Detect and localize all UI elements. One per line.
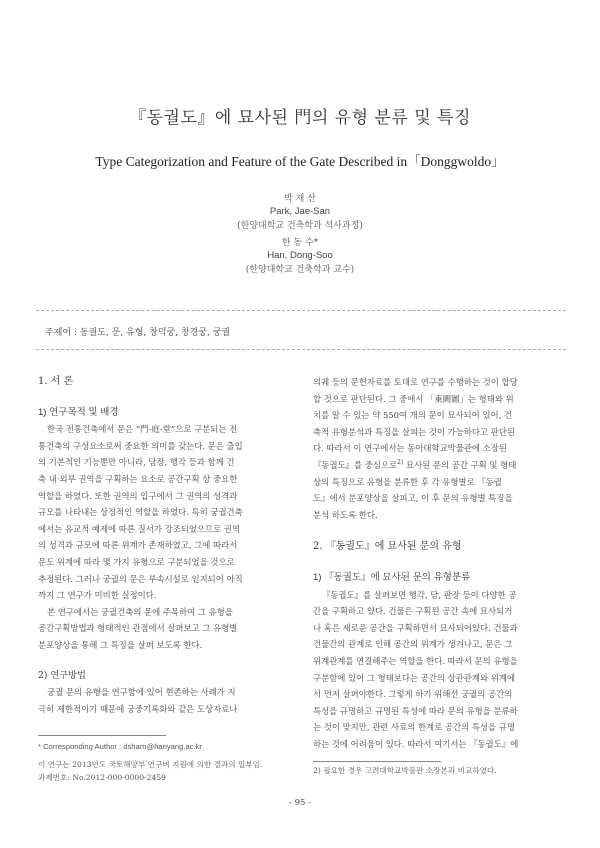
body-line: 상의 특징으로 유형을 분류한 후 각 유형별로 『동궐 [313, 476, 502, 487]
body-line: 규모를 나타내는 상징적인 역할을 하였다. 특히 궁궐건축 [38, 507, 243, 518]
body-line: 공간구획방법과 형태적인 관점에서 살펴보고 그 유형별 [38, 623, 238, 634]
body-line: 할 것으로 판단된다. 그 중에서 「東闕圖」는 형태와 위 [313, 393, 514, 404]
body-line: 간을 구획하고 있다. 건물은 구획된 공간 속에 묘사되거 [313, 606, 513, 617]
body-line: 도』에서 분포양상을 살피고, 이 후 문의 유형별 특징을 [313, 493, 513, 504]
body-line: 극히 제한적이기 때문에 궁중기록화와 같은 도상자료나 [38, 703, 238, 714]
body-line: 추정된다. 그러나 궁궐의 문은 부속시설로 인지되어 아직 [38, 573, 243, 584]
body-line: 의 기본적인 기능뿐만 아니라, 담장, 행각 등과 함께 건 [38, 457, 235, 468]
body-line: 축적 유형분석과 특징을 살피는 것이 가능하다고 판단된 [313, 426, 516, 437]
keywords: 주제어 : 동궐도, 문, 유형, 창덕궁, 창경궁, 궁궐 [45, 328, 231, 338]
subsection-1-1-body [38, 421, 291, 653]
body-line: 『동궐도』를 살펴보면 행각, 담, 판장 등이 다양한 공 [322, 589, 517, 600]
body-line: 서 먼저 살펴야한다. 그렇게 하기 위해선 궁궐의 공간의 [313, 689, 513, 700]
left-footnote-rule [38, 735, 166, 736]
section-1-heading: 1. 서 론 [38, 376, 74, 387]
right-footnote-rule [313, 761, 441, 762]
subsection-1-1-heading: 1) 연구목적 및 배경 [38, 406, 119, 418]
body-line: 위계관계를 연결해주는 역할을 한다. 따라서 문의 유형을 [313, 655, 518, 666]
author-1-affiliation: (한양대학교 건축학과 석사과정) [237, 221, 363, 231]
body-line: 다. 따라서 이 연구에서는 동아대학교박물관에 소장된 [313, 443, 507, 454]
body-line: 통건축의 구성요소로써 중요한 의미를 갖는다. 문은 출입 [38, 440, 243, 451]
footnote-ref-2: 2) [397, 459, 404, 467]
funding-footnote-line: 과제번호: No.2012-000-0000-2459 [38, 773, 166, 782]
body-line: 에서는 유교적 예제에 따른 질서가 강조되었으므로 권역 [38, 523, 241, 534]
author-1-name-ko: 박 재 산 [284, 194, 316, 204]
body-line: 문도 위계에 따라 몇 가지 유형으로 구분되었을 것으로 [38, 556, 235, 567]
body-line: 구분함에 있어 그 형태보다는 공간의 상관관계와 위계에 [313, 672, 516, 683]
keywords-top-rule [36, 310, 566, 311]
body-line: 까지 그 연구가 미비한 실정이다. [38, 590, 157, 601]
author-1-name-en: Park, Jae-San [269, 206, 331, 217]
subsection-1-2-heading: 2) 연구방법 [38, 669, 86, 681]
body-line: 분포양상을 통해 그 특징을 살펴 보도록 한다. [38, 639, 203, 650]
body-line: 역할을 하였다. 또한 권역의 입구에서 그 권역의 성격과 [38, 490, 238, 501]
left-footnotes [38, 740, 291, 784]
body-line: 건물간의 관계로 인해 공간의 위계가 생겨나고, 문은 그 [313, 639, 513, 650]
body-line: 분석 하도록 한다. [313, 509, 378, 520]
body-line: 치를 알 수 있는 약 550여 개의 문이 묘사되어 있어, 건 [313, 410, 512, 421]
body-line: 한국 전통건축에서 문은 “門-庭-堂”으로 구분되는 전 [47, 424, 238, 435]
body-line: 는 것이 맞지만, 관련 사료의 한계로 공간의 특성을 규명 [313, 722, 515, 733]
body-line: 하는 것에 어려움이 있다. 따라서 여기서는 『동궐도』에 [313, 738, 519, 749]
keywords-bottom-rule [36, 349, 566, 350]
body-line: 특성을 규명하고 규명된 특성에 따라 문의 유형을 분류하 [313, 705, 518, 716]
left-column [38, 374, 291, 717]
body-line-with-footnote-ref [313, 457, 565, 474]
section-2-heading: 2. 『동궐도』에 묘사된 문의 유형 [313, 541, 462, 553]
title-korean: 『동궐도』에 묘사된 門의 유형 분류 및 특징 [129, 108, 471, 128]
body-line: 의궤 등의 문헌자료를 토대로 연구를 수행하는 것이 합당 [313, 377, 518, 387]
body-line: 궁궐 문의 유형을 연구함에 있어 현존하는 사례가 지 [47, 687, 236, 698]
body-line-head: 『동궐도』를 중심으로 [313, 459, 398, 470]
page-number: - 95 - [289, 798, 311, 808]
subsection-2-1-heading: 1) 『동궐도』에 묘사된 문의 유형분류 [313, 571, 471, 583]
body-line: 본 연구에서는 궁궐건축의 문에 주목하여 그 유형을 [47, 606, 233, 617]
body-line-tail: 묘사된 문의 공간 구획 및 형태 [403, 459, 517, 470]
funding-footnote-line: 이 연구는 2013년도 국토해양부 연구비 지원에 의한 결과의 일부임. [38, 760, 263, 769]
right-column [313, 374, 565, 752]
author-2-name-en: Han, Dong-Soo [267, 250, 333, 261]
body-line: 의 성격과 규모에 따른 위계가 존재하였고, 그에 따라서 [38, 540, 238, 551]
body-line: 축 내·외부 권역을 구획하는 요소로 공간구획 상 중요한 [38, 473, 238, 484]
corresponding-author-footnote: * Corresponding Author : dsharn@hanyang.ac.kr [38, 742, 202, 751]
author-2-name-ko: 한 동 수* [281, 238, 319, 248]
author-2-affiliation: (한양대학교 건축학과 교수) [245, 265, 355, 275]
title-english: Type Categorization and Feature of the Gate Described in「Donggwoldo」 [95, 154, 505, 169]
body-line: 나 혹은 새로운 공간을 구획하면서 묘사되어있다. 건물과 [313, 622, 518, 633]
right-footnote: 2) 필요한 경우 고려대학교박물관 소장본과 비교하였다. [313, 766, 497, 775]
